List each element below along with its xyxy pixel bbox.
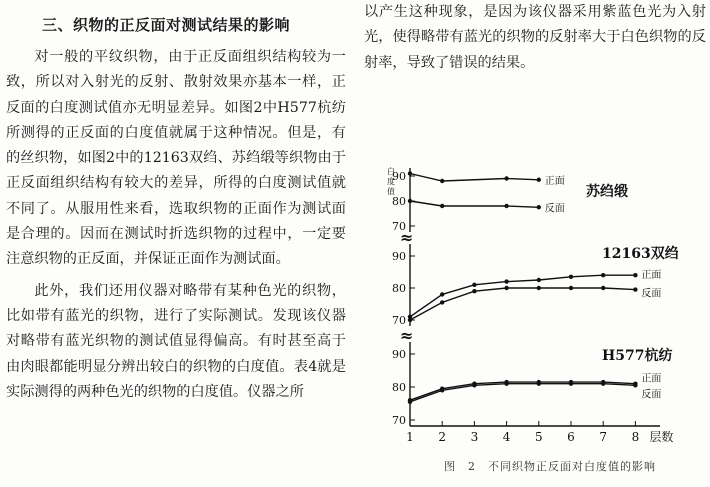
data-point xyxy=(504,279,508,283)
series-label: 正面 xyxy=(641,373,662,385)
data-point xyxy=(440,292,444,296)
series-line-front xyxy=(410,275,635,317)
y-tick-label: 80 xyxy=(392,282,406,295)
series-label: 反面 xyxy=(641,288,662,300)
series-line-front xyxy=(410,174,539,182)
data-point xyxy=(633,383,637,387)
data-point xyxy=(633,287,637,291)
x-tick-label: 2 xyxy=(438,430,447,444)
x-axis-label: 层数 xyxy=(649,430,674,444)
y-tick-label: 90 xyxy=(392,250,406,263)
y-tick-label: 70 xyxy=(392,414,406,427)
section-heading: 三、织物的正反面对测试结果的影响 xyxy=(42,16,291,34)
data-point xyxy=(504,286,508,290)
paragraph-2: 此外，我们还用仪器对略带有某种色光的织物，比如带有蓝光的织物，进行了实际测试。发现该仪器对略带有蓝光织物的测试值显得偏高。有时甚至高于由肉眼都能明显分辨出较白的织物的白度值。表4就是实际测得的两种色光的织物的白度值。仪器之所 xyxy=(6,282,346,400)
right-column xyxy=(364,0,706,76)
x-tick-label: 4 xyxy=(502,430,511,444)
data-point xyxy=(408,171,412,175)
series-line-back xyxy=(410,288,635,320)
data-point xyxy=(601,286,605,290)
data-point xyxy=(408,400,412,404)
data-point xyxy=(408,318,412,322)
data-point xyxy=(537,178,541,182)
left-column xyxy=(6,0,346,405)
y-tick-label: 80 xyxy=(392,195,406,208)
x-tick-label: 5 xyxy=(534,430,543,444)
data-point xyxy=(633,273,637,277)
y-tick-label: 90 xyxy=(392,170,406,183)
x-tick-label: 3 xyxy=(470,430,479,444)
data-point xyxy=(504,204,508,208)
series-label: 反面 xyxy=(544,203,565,215)
data-point xyxy=(472,289,476,293)
panel-title: 苏绉缎 xyxy=(586,184,628,200)
x-tick-label: 8 xyxy=(631,430,640,444)
panel-title: H577杭纺 xyxy=(602,348,673,364)
data-point xyxy=(537,205,541,209)
x-tick-label: 1 xyxy=(406,430,414,444)
data-point xyxy=(601,382,605,386)
series-label: 反面 xyxy=(641,389,662,401)
data-point xyxy=(569,275,573,279)
figure-2 xyxy=(370,158,706,484)
series-line-back xyxy=(410,384,635,402)
data-point xyxy=(440,179,444,183)
series-label: 正面 xyxy=(641,270,662,282)
y-tick-label: 80 xyxy=(392,381,406,394)
axis-break-symbol: ≈ xyxy=(400,228,414,247)
data-point xyxy=(408,199,412,203)
paragraph-continued: 以产生这种现象，是因为该仪器采用紫蓝色光为入射光，使得略带有蓝光的织物的反射率大于白色织物的反射率，导致了错误的结果。 xyxy=(364,4,706,71)
data-point xyxy=(569,286,573,290)
series-line-back xyxy=(410,201,539,207)
paragraph-1: 对一般的平纹织物，由于正反面组织结构较为一致，所以对入射光的反射、散射效果亦基本一样，正反面的白度测试值亦无明显差异。如图2中H577杭纺所测得的正反面的白度值就属于这种情况。但是，有的丝织物，如图2中的12163双绉、苏绉缎等织物由于正反面组织结构有较大的差异，所得的白度测试值就不同了。从服用性来看，选取织物的正面作为测试面是合理的。因而在测试时折选织物的过程中，一定要注意织物的正反面，并保证正面作为测试面。 xyxy=(6,49,346,268)
data-point xyxy=(537,286,541,290)
panel-title: 12163双绉 xyxy=(602,246,679,262)
data-point xyxy=(537,382,541,386)
axis-break-symbol: ≈ xyxy=(400,326,414,345)
whiteness-chart xyxy=(370,158,706,458)
y-axis-label: 度 xyxy=(387,177,395,186)
y-tick-label: 70 xyxy=(392,220,406,233)
x-tick-label: 7 xyxy=(599,430,608,444)
data-point xyxy=(504,382,508,386)
data-point xyxy=(569,382,573,386)
data-point xyxy=(440,204,444,208)
x-tick-label: 6 xyxy=(567,430,575,444)
y-axis-label: 白 xyxy=(387,167,395,176)
data-point xyxy=(601,273,605,277)
y-tick-label: 90 xyxy=(392,348,406,361)
figure-caption: 图 2 不同织物正反面对白度值的影响 xyxy=(444,460,656,473)
data-point xyxy=(504,176,508,180)
y-axis-label: 值 xyxy=(387,187,395,196)
data-point xyxy=(472,383,476,387)
series-label: 正面 xyxy=(544,175,565,187)
data-point xyxy=(440,300,444,304)
data-point xyxy=(537,278,541,282)
data-point xyxy=(472,283,476,287)
data-point xyxy=(440,388,444,392)
y-tick-label: 70 xyxy=(392,314,406,327)
